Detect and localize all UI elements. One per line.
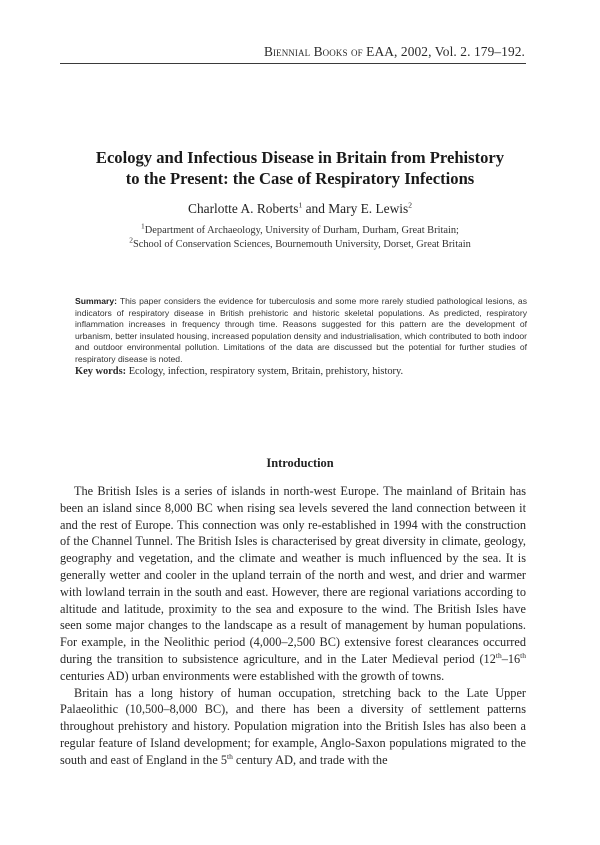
paragraph-text: centuries AD) urban environments were established with the growth of towns.	[60, 668, 445, 683]
running-head-journal: Biennial Books of EAA	[263, 44, 394, 59]
affiliation-text: School of Conservation Sciences, Bournemouth University, Dorset, Great Britain	[132, 239, 471, 250]
paragraph-text: –16	[501, 651, 521, 666]
paragraph-text: The British Isles is a series of islands in north-west Europe. The mainland of Britain has been an island since 8,000 BC when rising sea levels severed the land connection between it and the rest of Europe. This connection was only re-established in 1994 with the construction of the Channel Tunnel. The British Isles is characterised by great diversity in climate, geology, geography and vegetation, and the climate and weather is much influenced by the sea. It is generally wetter and cooler in the upland terrain of the north and west, and drier and warmer with lowland terrain in the south and east. However, there are regional variations according to altitude and latitude, proximity to the sea and exposure to the wind. The British Isles have seen some major changes to the landscape as a result of management by human populations. For example, in the Neolithic period (4,000–2,500 BC) extensive forest clearances occurred during the transition to subsistence agriculture, and in the Later Medieval period (12	[60, 484, 526, 666]
running-head-citation: , 2002, Vol. 2. 179–192.	[394, 44, 525, 59]
paper-title-line-1: Ecology and Infectious Disease in Britain from Prehistory	[95, 148, 505, 167]
affil-marker: 2	[129, 235, 133, 245]
keywords-text: Ecology, infection, respiratory system, Britain, prehistory, history.	[126, 366, 404, 377]
author-list	[70, 201, 530, 217]
paper-title	[58, 148, 542, 189]
section-heading: Introduction	[266, 456, 334, 470]
author-affil-marker: 1	[298, 200, 303, 210]
paragraph	[60, 483, 526, 685]
summary-label: Summary:	[75, 296, 118, 306]
body-text	[60, 483, 526, 769]
affiliation-2	[60, 235, 540, 252]
author-connector: and	[302, 201, 329, 216]
header-rule	[60, 63, 526, 64]
keywords-label: Key words:	[75, 366, 127, 377]
author-affil-marker: 2	[408, 200, 412, 210]
author-name: Mary E. Lewis	[328, 201, 409, 216]
affiliations	[60, 221, 540, 252]
ordinal-suffix: th	[520, 650, 526, 660]
ordinal-suffix: th	[227, 751, 233, 761]
paper-title-line-2: to the Present: the Case of Respiratory Infections	[125, 168, 475, 188]
ordinal-suffix: th	[495, 650, 502, 660]
abstract-summary	[75, 296, 527, 366]
affil-marker: 1	[141, 221, 145, 231]
summary-text: This paper considers the evidence for tuberculosis and some more rarely studied pathological lesions, as indicators of respiratory disease in British prehistoric and historic skeletal populations. As predicted, respiratory inflammation increases in frequency through time. Reasons suggested for this pattern are the development of urbanism, better insulated housing, increased population density and industrialisation, which contributed to both indoor and outdoor environmental pollution. Limitations of the data are discussed but the potential for further studies of respiratory disease is noted.	[75, 296, 527, 364]
paragraph-text: century AD, and trade with the	[232, 752, 388, 767]
affiliation-text: Department of Archaeology, University of Durham, Durham, Great Britain;	[144, 225, 459, 236]
abstract-keywords	[75, 365, 527, 378]
author-name: Charlotte A. Roberts	[188, 201, 299, 216]
paragraph-text: Britain has a long history of human occupation, stretching back to the Late Upper Palaeolithic (10,500–8,000 BC), and there has been a diversity of settlement patterns throughout prehistory and history. Population migration into the British Isles has also been a regular feature of Island development; for example, Anglo-Saxon populations migrated to the south and east of England in the 5	[60, 685, 526, 767]
running-head	[60, 44, 525, 60]
paragraph	[60, 685, 526, 769]
